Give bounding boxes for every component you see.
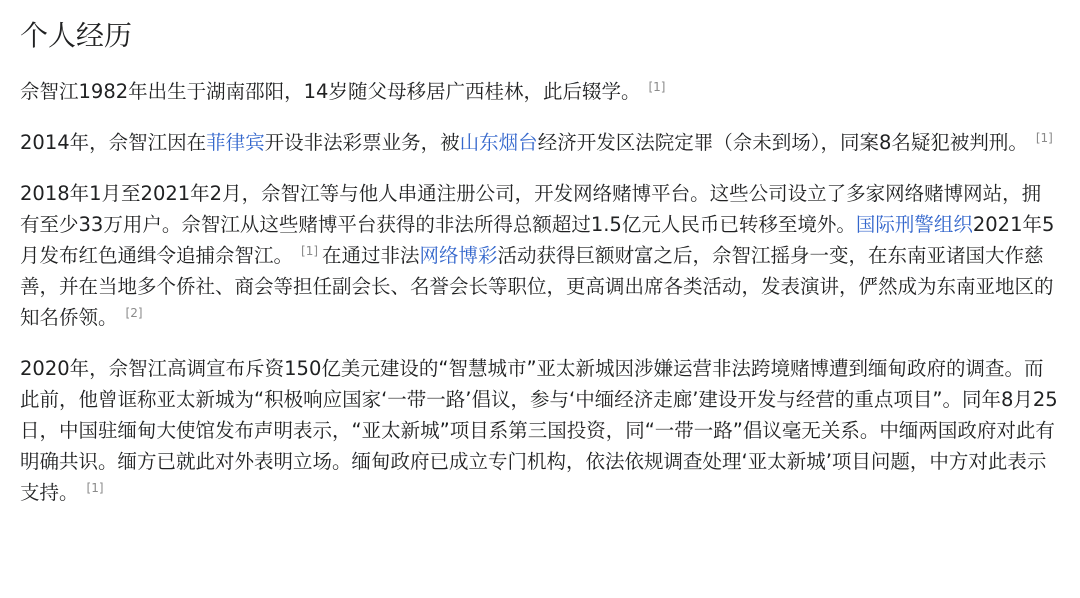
- reference-link[interactable]: [1]: [301, 243, 319, 258]
- paragraph-2014-conviction: [20, 127, 1060, 158]
- paragraph-text: 2018年1月至2021年2月，佘智江等与他人串通注册公司，开发网络赌博平台。这些公司设立了多家网络赌博网站，拥有至少33万用户。佘智江从这些赌博平台获得的非法所得总额超过1.5亿元人民币已转移至境外。: [20, 182, 1042, 236]
- link-philippines[interactable]: 菲律宾: [206, 131, 265, 154]
- reference-link[interactable]: [1]: [648, 79, 666, 94]
- paragraph-text: 在通过非法: [322, 244, 420, 267]
- reference-link[interactable]: [1]: [1035, 130, 1053, 145]
- paragraph-gambling-platform: [20, 178, 1060, 333]
- link-online-gambling[interactable]: 网络博彩: [419, 244, 498, 267]
- paragraph-text: 2014年，佘智江因在: [20, 131, 207, 154]
- paragraph-text: 2021年5月发布红色通缉令追捕佘智江。: [20, 213, 1055, 267]
- paragraph-text: 经济开发区法院定罪（佘未到场），同案8名疑犯被判刑。: [537, 131, 1028, 154]
- paragraph-2020-new-city: [20, 353, 1060, 508]
- paragraph-early-life: [20, 76, 1060, 107]
- paragraph-text: 开设非法彩票业务，被: [264, 131, 460, 154]
- link-interpol[interactable]: 国际刑警组织: [855, 213, 973, 236]
- link-shandong-yantai[interactable]: 山东烟台: [459, 131, 538, 154]
- section-title: 个人经历: [20, 19, 133, 52]
- reference-link[interactable]: [2]: [125, 305, 143, 320]
- paragraph-text: 2020年，佘智江高调宣布斥资150亿美元建设的“智慧城市”亚太新城因涉嫌运营非法跨境赌博遭到缅甸政府的调查。而此前，他曾诓称亚太新城为“积极响应国家‘一带一路’倡议，参与‘中缅经济走廊’建设开发与经营的重点项目”。同年8月25日，中国驻缅甸大使馆发布声明表示，“亚太新城”项目系第三国投资，同“一带一路”倡议毫无关系。中缅两国政府对此有明确共识。缅方已就此对外表明立场。缅甸政府已成立专门机构，依法依规调查处理‘亚太新城’项目问题，中方对此表示支持。: [20, 357, 1058, 504]
- reference-link[interactable]: [1]: [86, 480, 104, 495]
- paragraph-text: 佘智江1982年出生于湖南邵阳，14岁随父母移居广西桂林，此后辍学。: [20, 80, 641, 103]
- paragraph-text: 活动获得巨额财富之后，佘智江摇身一变，在东南亚诸国大作慈善，并在当地多个侨社、商会等担任副会长、名誉会长等职位，更高调出席各类活动，发表演讲，俨然成为东南亚地区的知名侨领。: [20, 244, 1054, 329]
